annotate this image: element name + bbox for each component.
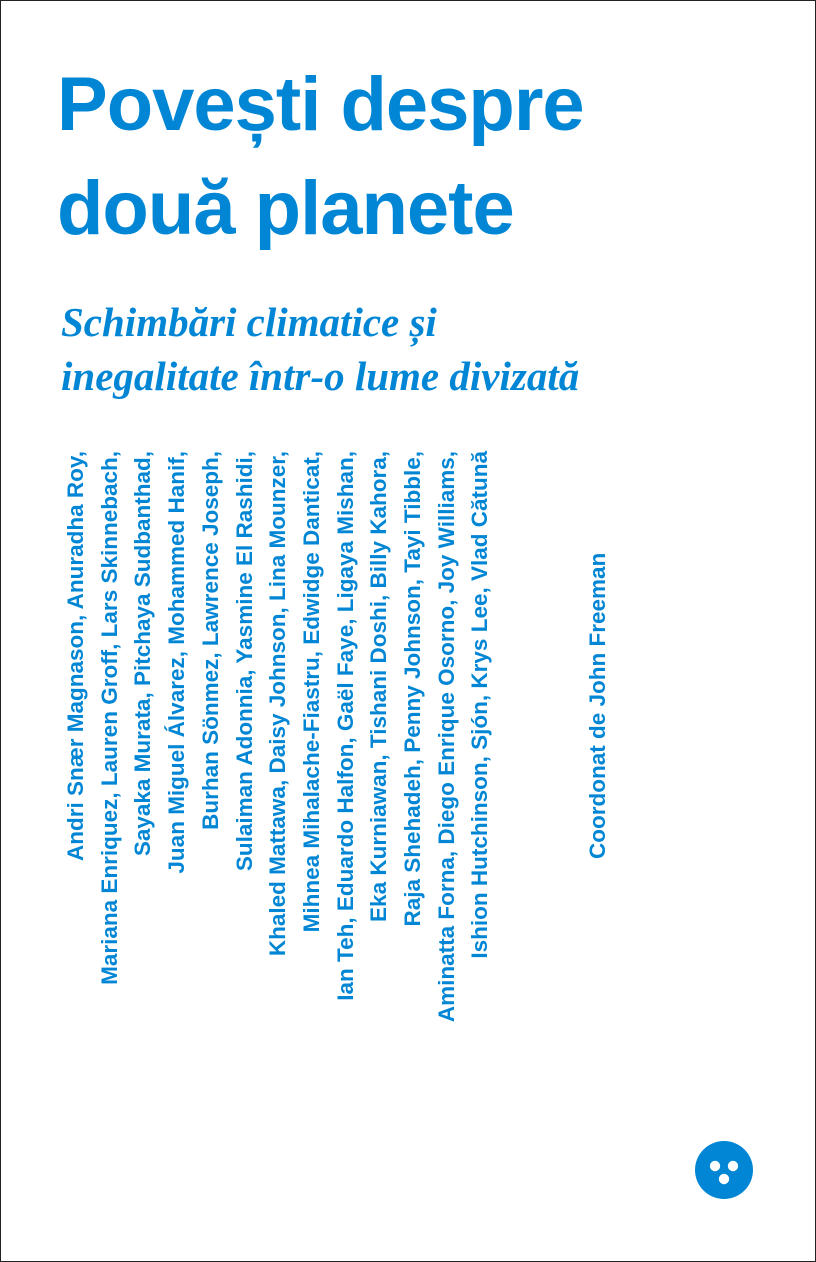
book-subtitle-line: Schimbări climatice și bbox=[61, 299, 437, 345]
author-line: Sulaiman Adonnia, Yasmine El Rashidi, bbox=[231, 451, 257, 872]
author-line: Andri Snær Magnason, Anuradha Roy, bbox=[63, 451, 88, 862]
book-title-line: Povești despre bbox=[57, 62, 584, 147]
publisher-logo-icon bbox=[695, 1141, 753, 1199]
author-line: Ian Teh, Eduardo Halfon, Gaël Faye, Ligaya Mishan, bbox=[332, 451, 358, 1001]
author-line: Juan Miguel Álvarez, Mohammed Hanif, bbox=[164, 451, 190, 874]
author-line: Aminatta Forna, Diego Enrique Osorno, Joy Williams, bbox=[433, 451, 459, 1023]
book-title bbox=[57, 53, 584, 261]
author-list bbox=[59, 451, 497, 1191]
author-line: Ishion Hutchinson, Sjón, Krys Lee, Vlad Cătună bbox=[467, 451, 493, 959]
author-line: Sayaka Murata, Pitchaya Sudbanthad, bbox=[130, 451, 156, 857]
author-line: Khaled Mattawa, Daisy Johnson, Lina Mounzer, bbox=[265, 451, 291, 957]
editor-credit: Coordonat de John Freeman bbox=[585, 552, 610, 859]
book-subtitle bbox=[61, 295, 579, 403]
author-line: Mariana Enriquez, Lauren Groff, Lars Skinnebach, bbox=[96, 451, 122, 985]
logo-dot-left bbox=[710, 1161, 720, 1171]
logo-dot-bottom bbox=[719, 1174, 729, 1184]
book-title-line: două planete bbox=[57, 166, 514, 251]
author-line: Eka Kurniawan, Tishani Doshi, Billy Kahora, bbox=[366, 451, 392, 922]
book-subtitle-line: inegalitate într-o lume divizată bbox=[61, 353, 580, 399]
logo-dot-right bbox=[728, 1161, 738, 1171]
author-line: Mihnea Mihalache-Fiastru, Edwidge Danticat, bbox=[298, 451, 324, 933]
logo-disc bbox=[695, 1141, 753, 1199]
author-line: Burhan Sönmez, Lawrence Joseph, bbox=[197, 451, 223, 830]
author-line: Raja Shehadeh, Penny Johnson, Tayi Tibble, bbox=[400, 451, 426, 927]
